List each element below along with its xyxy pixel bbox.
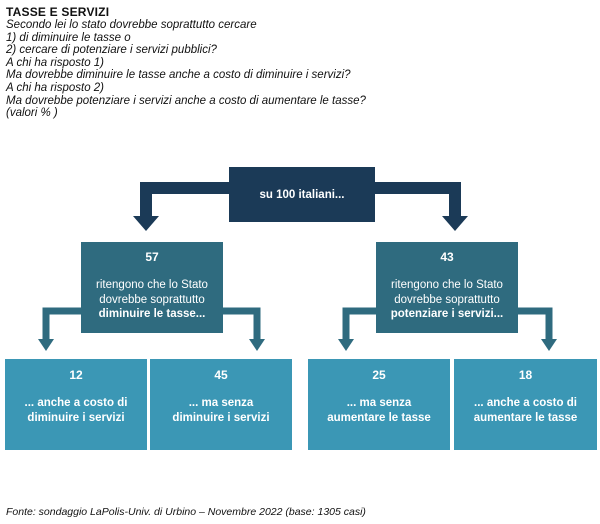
root-node [229,167,375,222]
leaf-1-line1: ... anche a costo di [24,397,128,409]
leaf-2-line1: ... ma senza [188,397,254,409]
arrow-head-root-right [442,216,468,231]
leaf-3-value: 25 [372,368,386,382]
arrow-head-right-b [541,339,557,351]
page-title: TASSE E SERVIZI [6,5,110,19]
leaf-node-1 [5,359,147,450]
arrow-head-root-left [133,216,159,231]
leaf-3-line1: ... ma senza [346,397,412,409]
right-branch-line1: ritengono che lo Stato [391,279,503,291]
arrow-head-right-a [338,339,354,351]
leaf-4-line1: ... anche a costo di [474,397,577,409]
question-line: Secondo lei lo stato dovrebbe soprattutto cercare [6,19,257,31]
leaf-node-2 [150,359,292,450]
question-line: Ma dovrebbe potenziare i servizi anche a costo di aumentare le tasse? [6,94,366,107]
root-label: su 100 italiani... [259,188,345,201]
right-branch-value: 43 [440,250,454,264]
right-branch-node [376,242,518,333]
question-line: A chi ha risposto 1) [6,56,105,69]
question-line: Ma dovrebbe diminuire le tasse anche a costo di diminuire i servizi? [6,69,351,82]
arrow-head-left-b [249,339,265,351]
leaf-4-line2: aumentare le tasse [473,411,578,424]
connector-right-b [518,311,549,342]
question-line: 2) cercare di potenziare i servizi pubblici? [6,44,217,57]
leaf-2-text [150,396,292,425]
question-line: 1) di diminuire le tasse o [6,31,131,44]
right-branch-line3: potenziare i servizi... [390,308,504,320]
leaf-1-value: 12 [69,368,83,382]
right-branch-line2: dovrebbe soprattutto [394,293,500,306]
connector-right-a [346,311,376,342]
leaf-node-4 [454,359,597,450]
left-branch-value: 57 [145,250,159,264]
leaf-3-line2: aumentare le tasse [327,411,431,424]
leaf-3-text [308,396,450,425]
leaf-1-text [5,396,147,425]
units-note: (valori % ) [6,107,58,120]
left-branch-line3: diminuire le tasse... [98,308,206,320]
left-branch-node [81,242,223,333]
leaf-2-line2: diminuire i servizi [172,411,270,424]
connector-left-b [223,311,257,342]
leaf-1-line2: diminuire i servizi [27,411,125,424]
leaf-node-3 [308,359,450,450]
arrow-head-left-a [38,339,54,351]
right-branch-text [376,278,518,322]
leaf-2-value: 45 [214,368,228,382]
left-branch-text [81,278,223,322]
left-branch-line2: dovrebbe soprattutto [99,293,205,306]
leaf-4-text [454,396,597,425]
connector-left-a [46,311,81,342]
question-line: A chi ha risposto 2) [6,81,105,94]
source-footer: Fonte: sondaggio LaPolis-Univ. di Urbino – Novembre 2022 (base: 1305 casi) [6,506,366,518]
left-branch-line1: ritengono che lo Stato [96,279,208,291]
leaf-4-value: 18 [518,368,533,382]
